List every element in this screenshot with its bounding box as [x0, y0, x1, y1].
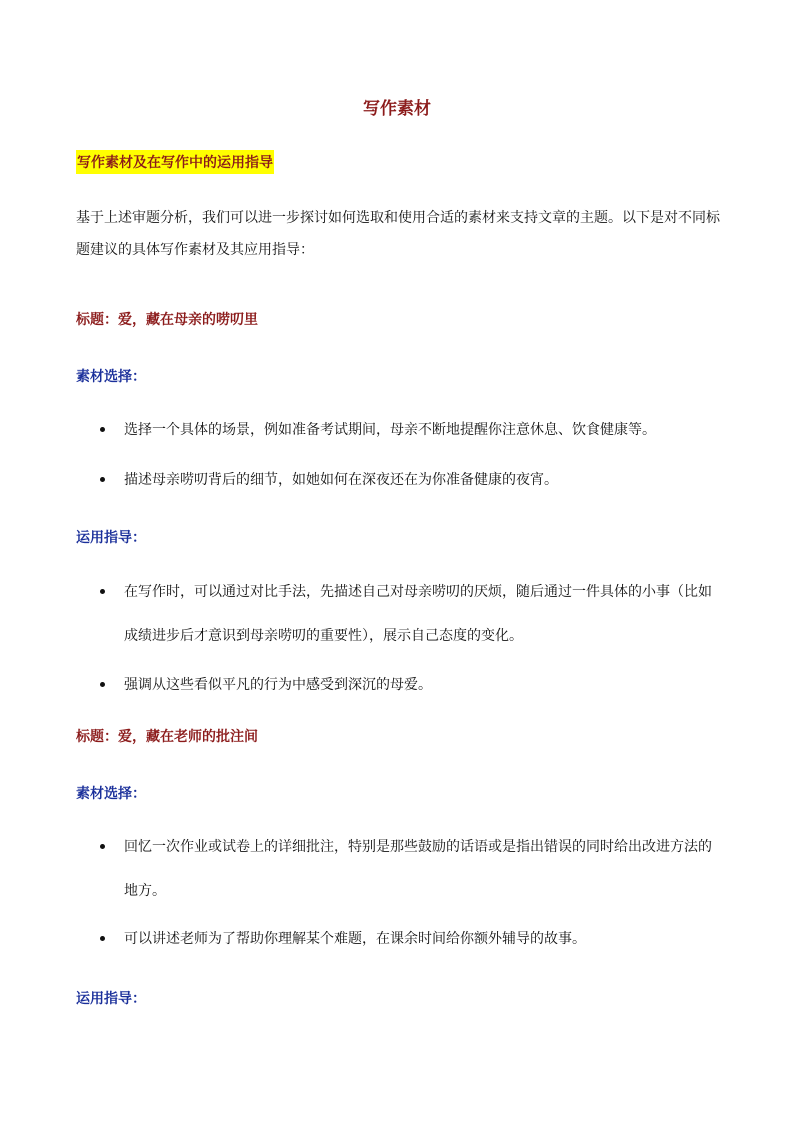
section-1-title: 标题：爱，藏在母亲的唠叨里: [76, 312, 258, 328]
section-2-title: 标题：爱，藏在老师的批注间: [76, 729, 258, 745]
list-item: [124, 570, 724, 658]
list-item-text: 可以讲述老师为了帮助你理解某个难题，在课余时间给你额外辅导的故事。: [124, 931, 586, 947]
section-1-material-heading: 素材选择：: [76, 369, 146, 385]
section-heading-highlighted: 写作素材及在写作中的运用指导: [76, 150, 274, 174]
list-item-text: 选择一个具体的场景，例如准备考试期间，母亲不断地提醒你注意休息、饮食健康等。: [124, 422, 656, 438]
list-item: [124, 663, 724, 707]
section-2-material-heading: 素材选择：: [76, 786, 146, 802]
list-item: [124, 408, 724, 452]
section-1-guide-heading: 运用指导：: [76, 530, 146, 546]
bullet-icon: [100, 936, 105, 941]
list-item-text: 强调从这些看似平凡的行为中感受到深沉的母爱。: [124, 677, 432, 693]
bullet-icon: [100, 844, 105, 849]
bullet-icon: [100, 589, 105, 594]
bullet-icon: [100, 682, 105, 687]
list-item-text: 描述母亲唠叨背后的细节，如她如何在深夜还在为你准备健康的夜宵。: [124, 472, 558, 488]
intro-paragraph: 基于上述审题分析，我们可以进一步探讨如何选取和使用合适的素材来支持文章的主题。以下是对不同标题建议的具体写作素材及其应用指导：: [76, 210, 720, 258]
list-item: [124, 458, 724, 502]
bullet-icon: [100, 477, 105, 482]
bullet-icon: [100, 427, 105, 432]
list-item: [124, 917, 724, 961]
list-item-text: 在写作时，可以通过对比手法，先描述自己对母亲唠叨的厌烦，随后通过一件具体的小事（比如成绩进步后才意识到母亲唠叨的重要性），展示自己态度的变化。: [124, 584, 712, 644]
list-item: [124, 825, 724, 913]
section-2-guide-heading: 运用指导：: [76, 991, 146, 1007]
list-item-text: 回忆一次作业或试卷上的详细批注，特别是那些鼓励的话语或是指出错误的同时给出改进方法的地方。: [124, 839, 712, 899]
page-title: 写作素材: [363, 99, 431, 119]
